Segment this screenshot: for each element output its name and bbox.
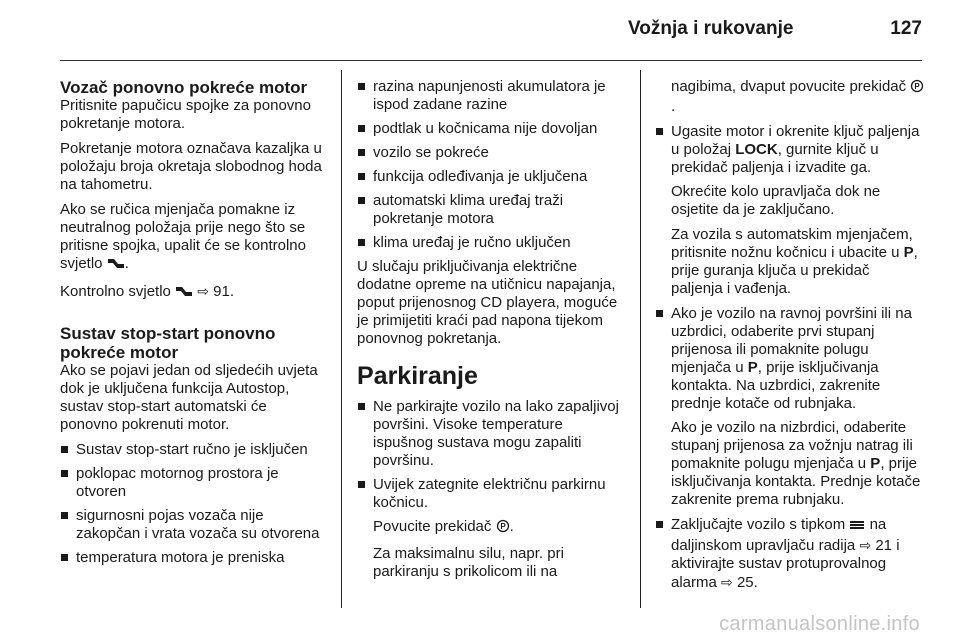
- text-bold: P: [903, 244, 914, 261]
- list-item: vozilo se pokreće: [357, 144, 627, 162]
- gearshift-indicator-icon: [175, 285, 193, 303]
- page-reference-icon: ⇨: [859, 537, 872, 553]
- list-item: [655, 305, 925, 413]
- paragraph: [671, 419, 925, 509]
- list-item: klima uređaj je ručno uključen: [357, 234, 627, 252]
- page-reference[interactable]: 21 i aktivirajte sustav protuprovalnog alarma: [671, 537, 900, 591]
- text: Ako se ručica mjenjača pomakne iz neutralnog položaja prije nego što se pritisne spojka, upalit će se kontrolno svjetlo: [60, 201, 306, 272]
- svg-text:P: P: [914, 82, 920, 91]
- list-item: Sustav stop-start ručno je isključen: [60, 441, 328, 459]
- header-divider: [60, 60, 922, 61]
- text-bold: P: [747, 359, 758, 376]
- list-item: automatski klima uređaj traži pokretanje motora: [357, 192, 627, 228]
- page-reference-icon: ⇨: [721, 574, 733, 590]
- parking-brake-switch-icon: [910, 79, 924, 98]
- text: , prije isključivanja kontakta. Prednje kotače zakrenite prema rubnjaku.: [671, 455, 921, 508]
- text: Za vozila s automatskim mjenjačem, pritisnite nožnu kočnicu i ubacite u: [671, 226, 913, 261]
- text: .: [671, 98, 676, 115]
- paragraph: Ako se pojavi jedan od sljedećih uvjeta dok je uključena funkcija Autostop, sustav stop-start automatski će ponovno pokrenuti motor.: [60, 362, 318, 433]
- gearshift-indicator-icon: [107, 257, 125, 275]
- list-item: funkcija odleđivanja je uključena: [357, 168, 627, 186]
- paragraph: Okrećite kolo upravljača dok ne osjetite da je zaključano.: [671, 183, 881, 218]
- parking-brake-switch-icon: [496, 519, 510, 538]
- text: , prije isključivanja kontakta. Na uzbrdici, zakrenite prednje kotače od rubnjaka.: [671, 359, 881, 412]
- text: , gurnite ključ u prekidač paljenja i izvadite ga.: [671, 141, 879, 176]
- text: Ugasite motor i okrenite ključ paljenja u položaj: [671, 123, 920, 158]
- text: .: [509, 518, 514, 535]
- list-item: sigurnosni pojas vozača nije zakopčan i vrata vozača su otvorena: [60, 507, 328, 543]
- subheading-system-restart: Sustav stop-start ponovno pokreće motor: [60, 324, 276, 362]
- page-reference[interactable]: 25.: [736, 574, 758, 591]
- text: na daljinskom upravljaču radija: [671, 516, 887, 554]
- list-item: [655, 516, 925, 592]
- paragraph: Za maksimalnu silu, napr. pri parkiranju s prikolicom ili na: [373, 545, 564, 580]
- text: Ako je vozilo na ravnoj površini ili na uzbrdici, odaberite prvi stupanj prijenosa ili pomaknite polugu mjenjača u: [671, 305, 912, 376]
- list-item: Uvijek zategnite električnu parkirnu kočnicu.: [357, 476, 627, 512]
- page-reference-icon: ⇨: [197, 283, 209, 299]
- section-title-parking: Parkiranje: [357, 362, 478, 390]
- list-item: podtlak u kočnicama nije dovoljan: [357, 120, 627, 138]
- svg-text:P: P: [499, 522, 506, 531]
- list-item: [655, 123, 925, 177]
- text-bold: LOCK: [735, 141, 778, 158]
- paragraph: [373, 518, 627, 538]
- list-item: temperatura motora je preniska: [60, 549, 328, 567]
- text: Povucite prekidač: [373, 518, 492, 535]
- subheading-driver-restart: Vozač ponovno pokreće motor: [60, 78, 308, 97]
- paragraph: [671, 226, 925, 298]
- column-2: [357, 78, 627, 588]
- page-number: 127: [890, 18, 922, 39]
- text: , prije guranja ključa u prekidač paljenja i vađenja.: [671, 244, 918, 297]
- paragraph: [60, 201, 328, 275]
- list-item: Ne parkirajte vozilo na lako zapaljivoj površini. Visoke temperature ispušnog sustava mogu zapaliti površinu.: [357, 398, 627, 470]
- page-header-title: Vožnja i rukovanje: [628, 18, 794, 39]
- text: Zaključajte vozilo s tipkom: [671, 516, 846, 533]
- paragraph: Pritisnite papučicu spojke za ponovno pokretanje motora.: [60, 97, 311, 132]
- paragraph: Pokretanje motora označava kazaljka u položaju broja okretaja slobodnog hoda na tahometru.: [60, 140, 322, 193]
- column-divider: [341, 70, 342, 608]
- column-1: [60, 78, 328, 573]
- list-item: razina napunjenosti akumulatora je ispod zadane razine: [357, 78, 627, 114]
- paragraph: U slučaju priključivanja električne dodatne opreme na utičnicu napajanja, poput prijenosnog CD playera, moguće je primijetiti kraći pad napona tijekom ponovnog pokretanja.: [357, 258, 618, 347]
- spacer: [60, 310, 328, 324]
- text: Ako je vozilo na nizbrdici, odaberite stupanj prijenosa za vožnju natrag ili pomaknite polugu mjenjača u: [671, 419, 913, 472]
- column-3: [655, 78, 925, 598]
- text: .: [124, 255, 129, 272]
- paragraph: [671, 78, 925, 116]
- text: Kontrolno svjetlo: [60, 283, 171, 300]
- text-bold: P: [870, 455, 881, 472]
- column-divider: [640, 70, 641, 608]
- text: nagibima, dvaput povucite prekidač: [671, 78, 907, 95]
- list-item: poklopac motornog prostora je otvoren: [60, 465, 328, 501]
- lock-button-icon: [849, 518, 865, 536]
- watermark: carmanualsonline.info: [719, 613, 920, 635]
- paragraph: [60, 282, 328, 303]
- page-reference[interactable]: 91.: [213, 283, 235, 300]
